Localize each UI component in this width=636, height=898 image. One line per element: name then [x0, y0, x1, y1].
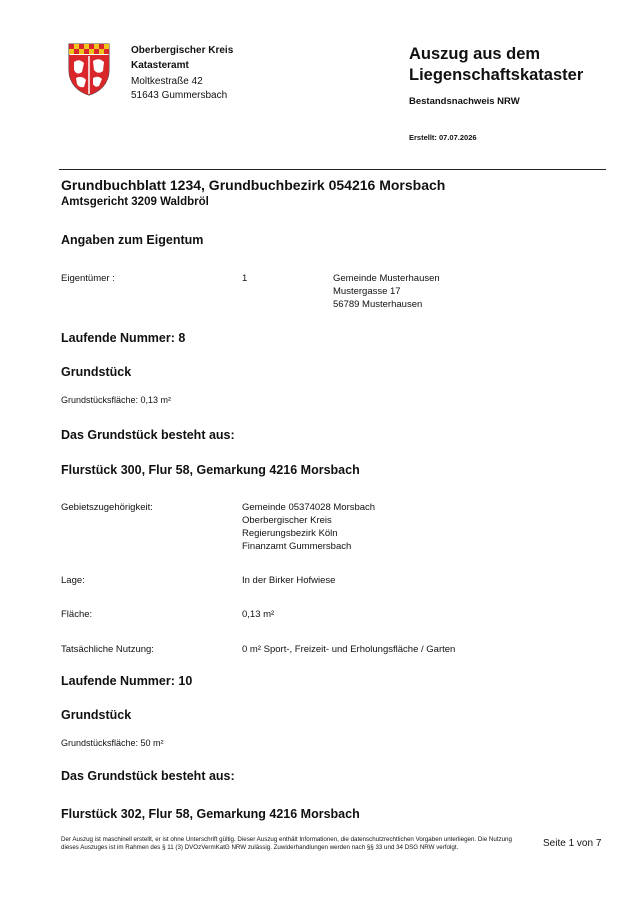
office-city: 51643 Gummersbach: [131, 90, 228, 101]
affiliation-line4: Finanzamt Gummersbach: [242, 541, 352, 552]
consists-heading-8: Das Grundstück besteht aus:: [61, 428, 235, 442]
sheet-title: Grundbuchblatt 1234, Grundbuchbezirk 054216 Morsbach: [61, 177, 446, 193]
ownership-heading: Angaben zum Eigentum: [61, 233, 204, 247]
office-dept: Katasteramt: [131, 60, 189, 71]
plot-area-10: Grundstücksfläche: 50 m²: [61, 738, 164, 748]
affiliation-line3: Regierungsbezirk Köln: [242, 528, 338, 539]
court-name: Amtsgericht 3209 Waldbröl: [61, 196, 209, 208]
parcel-heading-300: Flurstück 300, Flur 58, Gemarkung 4216 Morsbach: [61, 463, 360, 477]
doc-title-line1: Auszug aus dem: [409, 45, 541, 63]
crest-logo: [66, 42, 112, 96]
owner-line1: Gemeinde Musterhausen: [333, 273, 440, 284]
area-value: 0,13 m²: [242, 609, 275, 620]
doc-title-line2: Liegenschaftskataster: [409, 66, 584, 84]
area-label: Fläche:: [61, 609, 93, 620]
usage-value: 0 m² Sport-, Freizeit- und Erholungsfläche / Garten: [242, 644, 456, 655]
location-value: In der Birker Hofwiese: [242, 575, 336, 586]
affiliation-label: Gebietszugehörigkeit:: [61, 502, 153, 513]
footer-disclaimer: Der Auszug ist maschinell erstellt, er ist ohne Unterschrift gültig. Dieser Auszug enthält Informationen, die datenschutzrechtlichen Vorgaben unterliegen. Die Nutzung dieses Auszuges ist im Rahmen des § 11 (3) DVOzVermKatG NRW zulässig. Zuwiderhandlungen werden nach §§ 33 und 34 DSG NRW verfolgt.: [61, 836, 512, 852]
consists-heading-10: Das Grundstück besteht aus:: [61, 769, 235, 783]
entry-heading-10: Laufende Nummer: 10: [61, 674, 193, 688]
plot-heading-10: Grundstück: [61, 708, 132, 722]
plot-heading-8: Grundstück: [61, 365, 132, 379]
owner-line3: 56789 Musterhausen: [333, 299, 423, 310]
parcel-heading-302: Flurstück 302, Flur 58, Gemarkung 4216 Morsbach: [61, 807, 360, 821]
location-label: Lage:: [61, 575, 85, 586]
owner-line2: Mustergasse 17: [333, 286, 401, 297]
office-street: Moltkestraße 42: [131, 76, 203, 87]
page-number: Seite 1 von 7: [543, 838, 602, 849]
office-name: Oberbergischer Kreis: [131, 45, 234, 56]
owner-label: Eigentümer :: [61, 273, 115, 284]
entry-heading-8: Laufende Nummer: 8: [61, 331, 186, 345]
doc-subtitle: Bestandsnachweis NRW: [409, 96, 520, 107]
affiliation-line1: Gemeinde 05374028 Morsbach: [242, 502, 376, 513]
affiliation-line2: Oberbergischer Kreis: [242, 515, 332, 526]
owner-number: 1: [242, 273, 248, 284]
plot-area-8: Grundstücksfläche: 0,13 m²: [61, 395, 172, 405]
header-divider: [59, 169, 606, 170]
created-date: Erstellt: 07.07.2026: [409, 133, 477, 142]
usage-label: Tatsächliche Nutzung:: [61, 644, 154, 655]
